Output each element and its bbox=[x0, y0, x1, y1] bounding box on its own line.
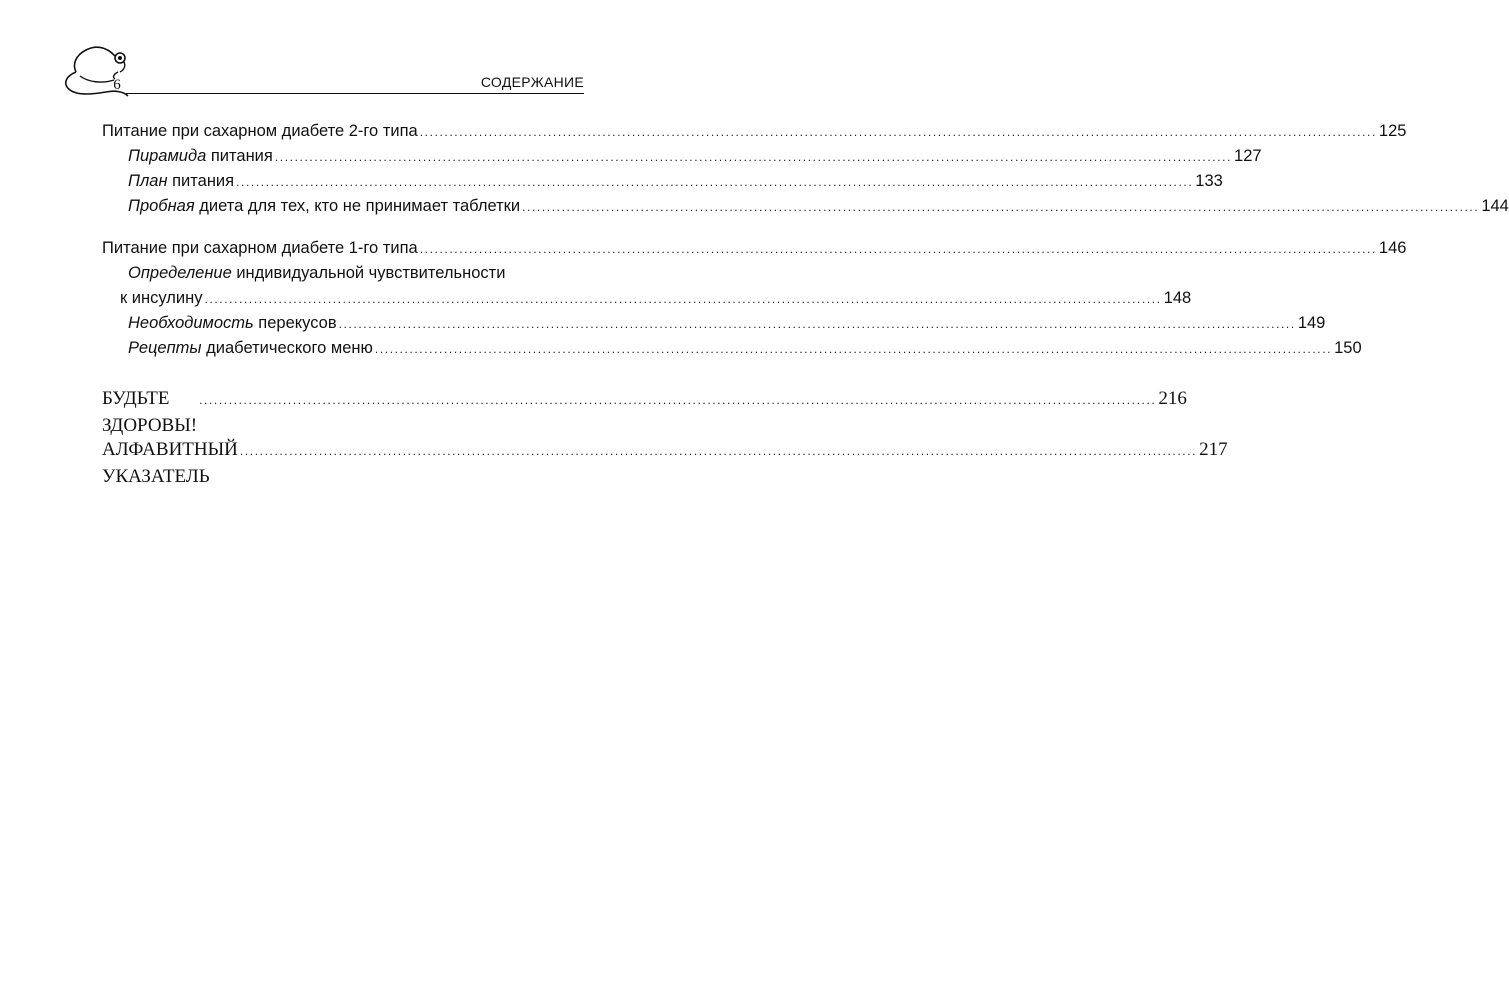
toc-subentry-title: диабетического меню bbox=[201, 339, 373, 357]
toc-subentry-title: индивидуальной чувствительности bbox=[231, 264, 506, 282]
toc-subentry-keyword: Определение bbox=[128, 264, 232, 282]
dot-leader: .................................................................................................................................................................................................. bbox=[522, 200, 1480, 214]
toc-subentry[interactable] bbox=[102, 144, 1262, 169]
toc-subentry-keyword: Рецепты bbox=[128, 339, 202, 357]
toc-subentry[interactable] bbox=[102, 261, 1192, 311]
toc-subentry-page: 133 bbox=[1195, 172, 1223, 190]
toc-subentry-page: 150 bbox=[1334, 339, 1362, 357]
toc-subentry-page: 144 bbox=[1481, 197, 1509, 215]
toc-entry-title: Питание при сахарном диабете 2-го типа bbox=[102, 122, 418, 140]
section-title: СОДЕРЖАНИЕ bbox=[480, 74, 584, 90]
toc-subentry-keyword: Пробная bbox=[128, 197, 195, 215]
toc-part-page: 216 bbox=[1158, 388, 1187, 409]
header-rule bbox=[126, 93, 584, 94]
toc-subentry-page: 127 bbox=[1234, 147, 1262, 165]
toc-part-page: 217 bbox=[1199, 439, 1228, 460]
toc-subentry[interactable] bbox=[102, 311, 1326, 336]
toc-subentry[interactable] bbox=[102, 169, 1223, 194]
toc-part-title: БУДЬТЕ ЗДОРОВЫ! bbox=[102, 388, 198, 436]
toc-subentry-title-continued: к инсулину bbox=[120, 289, 203, 307]
dot-leader: .................................................................................................................................................................................................. bbox=[274, 150, 1233, 164]
toc-subentry-keyword: План bbox=[128, 172, 168, 190]
dot-leader: .................................................................................................................................................................................................. bbox=[338, 317, 1296, 331]
page-header bbox=[58, 40, 584, 100]
toc-entry-page: 125 bbox=[1378, 122, 1407, 140]
toc-subentry-keyword: Необходимость bbox=[128, 314, 254, 332]
dot-leader: .................................................................................................................................................................................................. bbox=[419, 242, 1377, 256]
toc-part-entry[interactable] bbox=[102, 436, 1228, 487]
page-number: 6 bbox=[113, 77, 121, 93]
dot-leader: .................................................................................................................................................................................................. bbox=[236, 175, 1194, 189]
dot-leader: .................................................................................................................................................................................................. bbox=[419, 125, 1377, 139]
toc-subentry-page: 148 bbox=[1163, 289, 1192, 307]
toc-entry-title: Питание при сахарном диабете 1-го типа bbox=[102, 239, 418, 257]
toc-entry[interactable] bbox=[102, 119, 1407, 144]
stethoscope-icon bbox=[58, 40, 148, 100]
toc-subentry-title: питания bbox=[206, 147, 273, 165]
table-of-contents bbox=[102, 119, 1509, 487]
toc-subentry-title: перекусов bbox=[253, 314, 337, 332]
toc-subentry-title: питания bbox=[167, 172, 235, 190]
toc-part-title: АЛФАВИТНЫЙ УКАЗАТЕЛЬ bbox=[102, 439, 238, 487]
toc-part-entry[interactable] bbox=[102, 385, 1187, 436]
toc-subentry[interactable] bbox=[102, 194, 1509, 219]
dot-leader: .................................................................................................................................................................................................. bbox=[199, 393, 1157, 407]
toc-subentry-title: диета для тех, кто не принимает таблетки bbox=[194, 197, 521, 215]
toc-subentry[interactable] bbox=[102, 336, 1362, 361]
toc-entry[interactable] bbox=[102, 236, 1407, 261]
dot-leader: .................................................................................................................................................................................................. bbox=[239, 444, 1198, 458]
toc-subentry-keyword: Пирамида bbox=[128, 147, 207, 165]
toc-entry-page: 146 bbox=[1378, 239, 1407, 257]
dot-leader: .................................................................................................................................................................................................. bbox=[204, 292, 1162, 306]
dot-leader: .................................................................................................................................................................................................. bbox=[374, 342, 1333, 356]
toc-subentry-page: 149 bbox=[1297, 314, 1326, 332]
